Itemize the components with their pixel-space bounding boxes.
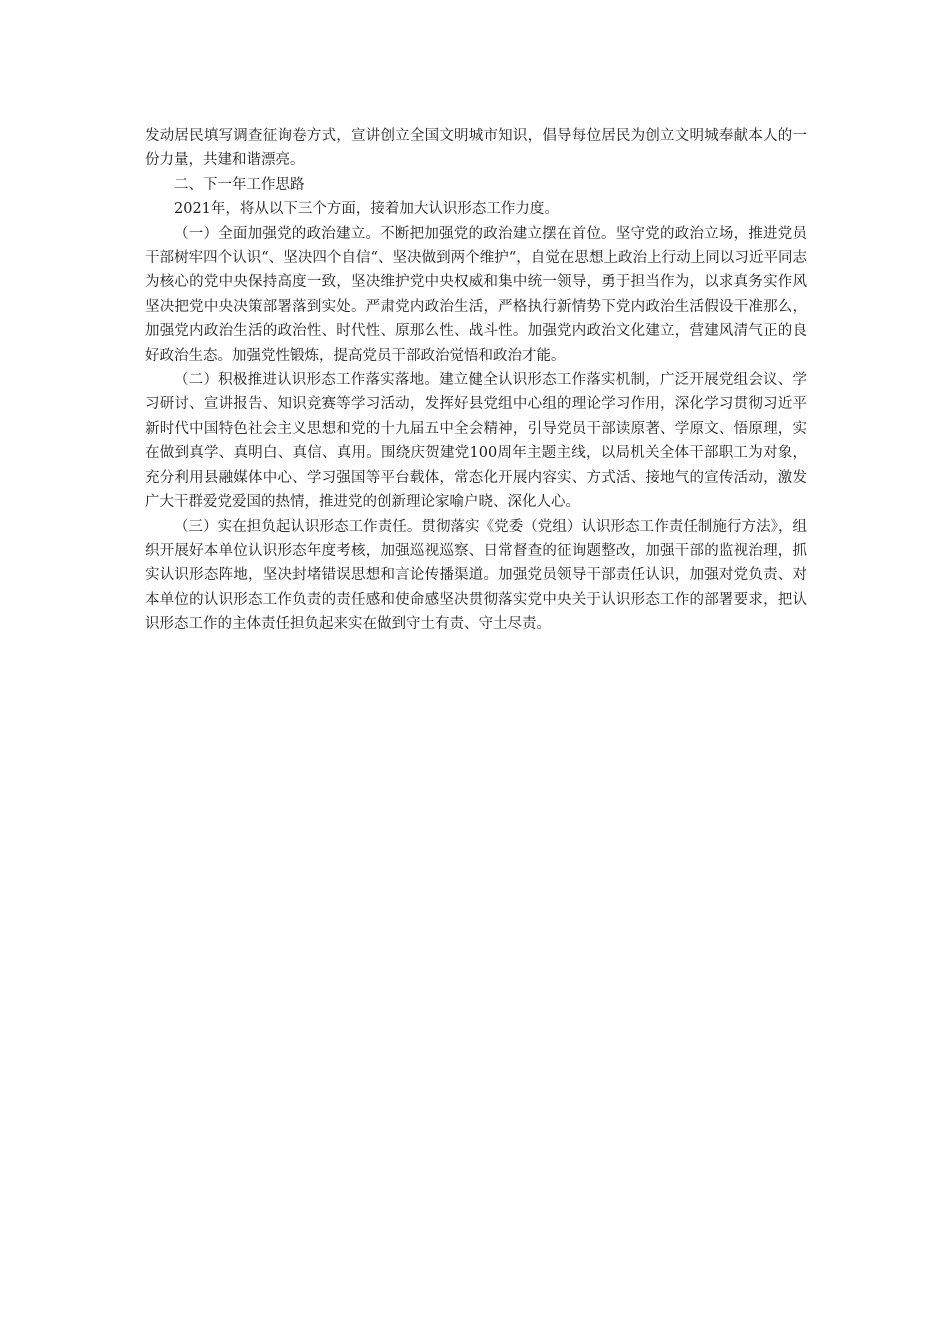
document-page	[145, 124, 807, 637]
paragraph-item-three: （三）实在担负起认识形态工作责任。贯彻落实《党委（党组）认识形态工作责任制施行方法》，组织开展好本单位认识形态年度考核，加强巡视巡察、日常督查的征询题整改，加强干部的监视治理，抓实认识形态阵地，坚决封堵错误思想和言论传播渠道。加强党员领导干部责任认识，加强对党负责、对本单位的认识形态工作负责的责任感和使命感坚决贯彻落实党中央关于认识形态工作的部署要求，把认识形态工作的主体责任担负起来实在做到守土有责、守土尽责。	[145, 518, 807, 633]
paragraph-item-one: （一）全面加强党的政治建立。不断把加强党的政治建立摆在首位。坚守党的政治立场，推进党员干部树牢四个认识“、坚决四个自信“、坚决做到两个维护“，自觉在思想上政治上行动上同以习近平同志为核心的党中央保持高度一致，坚决维护党中央权威和集中统一领导，勇于担当作为，以求真务实作风坚决把党中央决策部署落到实处。严肃党内政治生活，严格执行新情势下党内政治生活假设干准那么，加强党内政治生活的政治性、时代性、原那么性、战斗性。加强党内政治文化建立，营建风清气正的良好政治生态。加强党性锻炼，提高党员干部政治觉悟和政治才能。	[145, 225, 807, 364]
paragraph-item-two: （二）积极推进认识形态工作落实落地。建立健全认识形态工作落实机制，广泛开展党组会议、学习研讨、宣讲报告、知识竞赛等学习活动，发挥好县党组中心组的理论学习作用，深化学习贯彻习近平新时代中国特色社会主义思想和党的十九届五中全会精神，引导党员干部读原著、学原文、悟原理，实在做到真学、真明白、真信、真用。围绕庆贺建党100周年主题主线，以局机关全体干部职工为对象，充分利用县融媒体中心、学习强国等平台载体，常态化开展内容实、方式活、接地气的宣传活动，激发广大干群爱党爱国的热情，推进党的创新理论家喻户晓、深化人心。	[145, 372, 807, 511]
section-heading-next-year-plan: 二、下一年工作思路	[174, 176, 305, 193]
paragraph-intro-continuation: 发动居民填写调查征询卷方式，宣讲创立全国文明城市知识，倡导每位居民为创立文明城奉献本人的一份力量，共建和谐漂亮。	[145, 128, 807, 169]
paragraph-overview: 2021年，将从以下三个方面，接着加大认识形态工作力度。	[174, 201, 559, 218]
